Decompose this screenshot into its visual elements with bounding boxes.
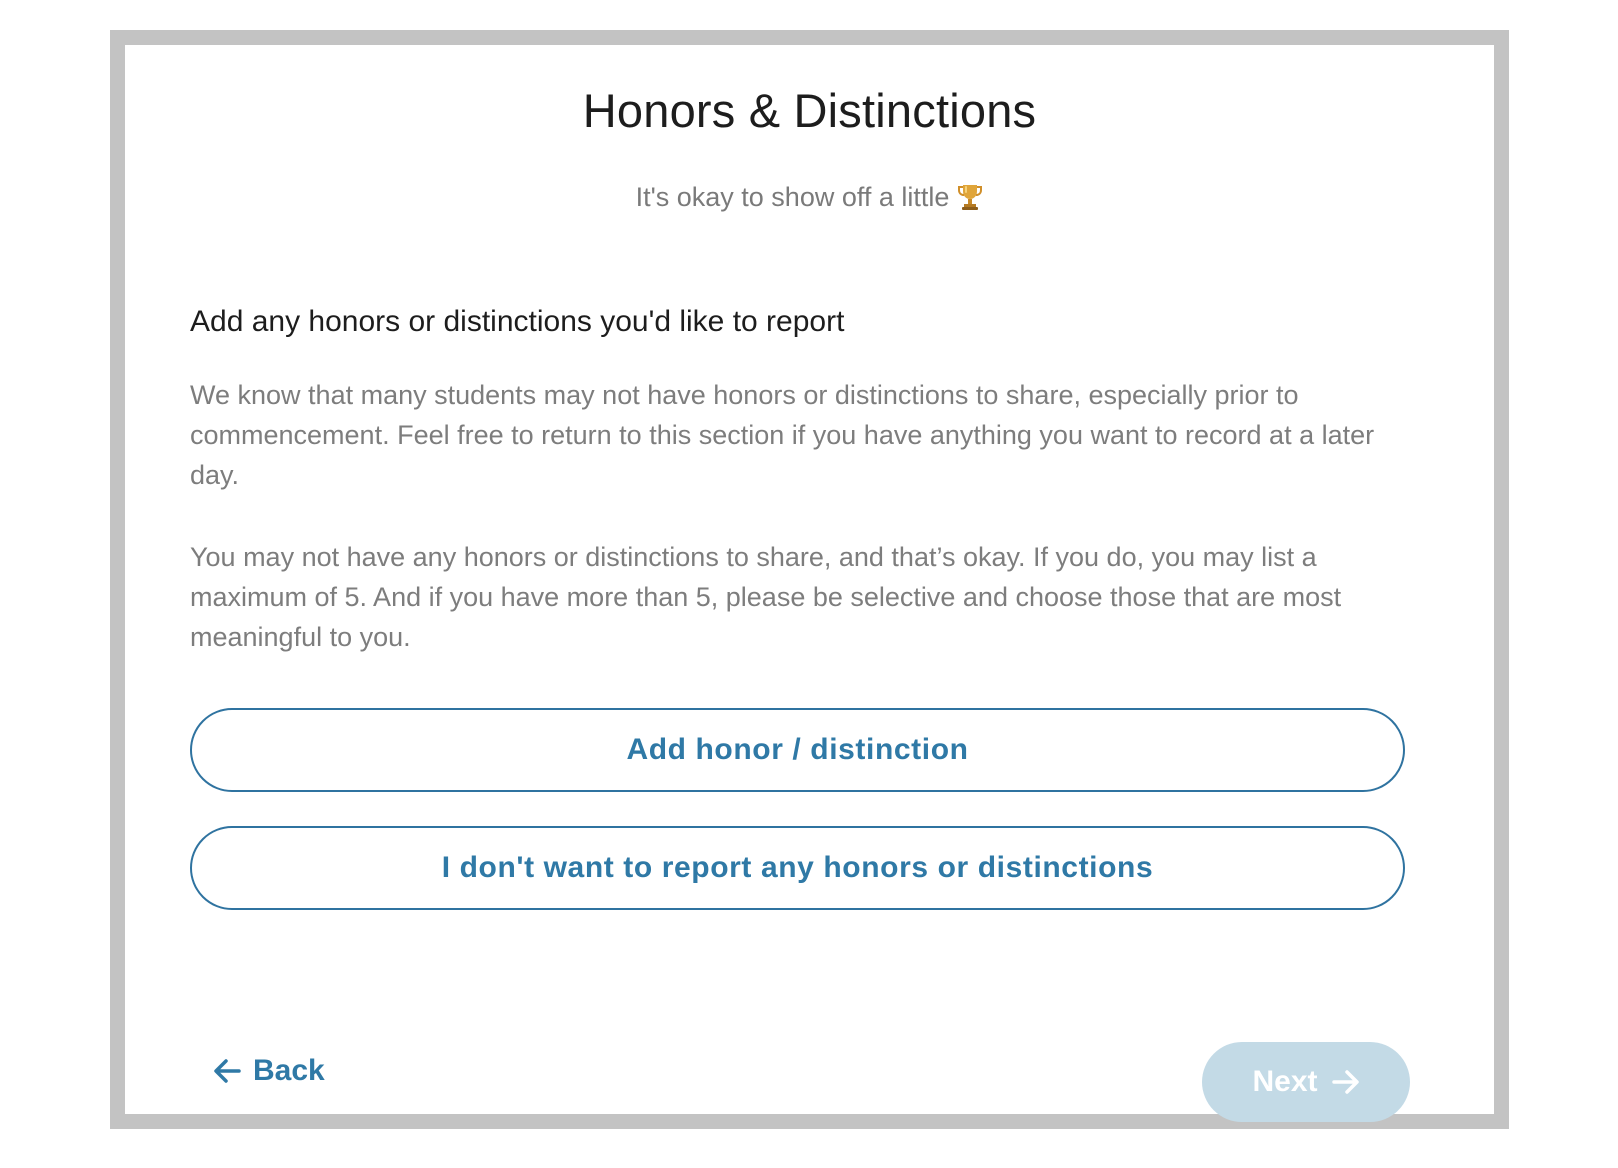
section-heading: Add any honors or distinctions you'd like to report	[190, 305, 845, 338]
arrow-left-icon	[213, 1058, 241, 1084]
page-subtitle	[125, 182, 1494, 212]
trophy-icon	[957, 182, 983, 212]
back-label: Back	[253, 1054, 325, 1087]
arrow-right-icon	[1332, 1069, 1360, 1095]
form-card	[110, 30, 1509, 1129]
back-button[interactable]	[213, 1054, 325, 1088]
info-paragraph-2: You may not have any honors or distinctions to share, and that’s okay. If you do, you may list a maximum of 5. And if you have more than 5, please be selective and choose those that are most meaningful to you.	[190, 542, 1342, 652]
subtitle-text: It's okay to show off a little	[635, 181, 950, 212]
info-paragraph-1: We know that many students may not have honors or distinctions to share, especially prior to commencement. Feel free to return to this section if you have anything you want to record at a later day.	[190, 380, 1375, 490]
add-honor-button[interactable]: Add honor / distinction	[190, 708, 1405, 792]
next-button[interactable]	[1202, 1042, 1410, 1122]
next-label: Next	[1252, 1065, 1318, 1098]
decline-honors-button[interactable]: I don't want to report any honors or distinctions	[190, 826, 1405, 910]
page-title: Honors & Distinctions	[582, 84, 1037, 137]
